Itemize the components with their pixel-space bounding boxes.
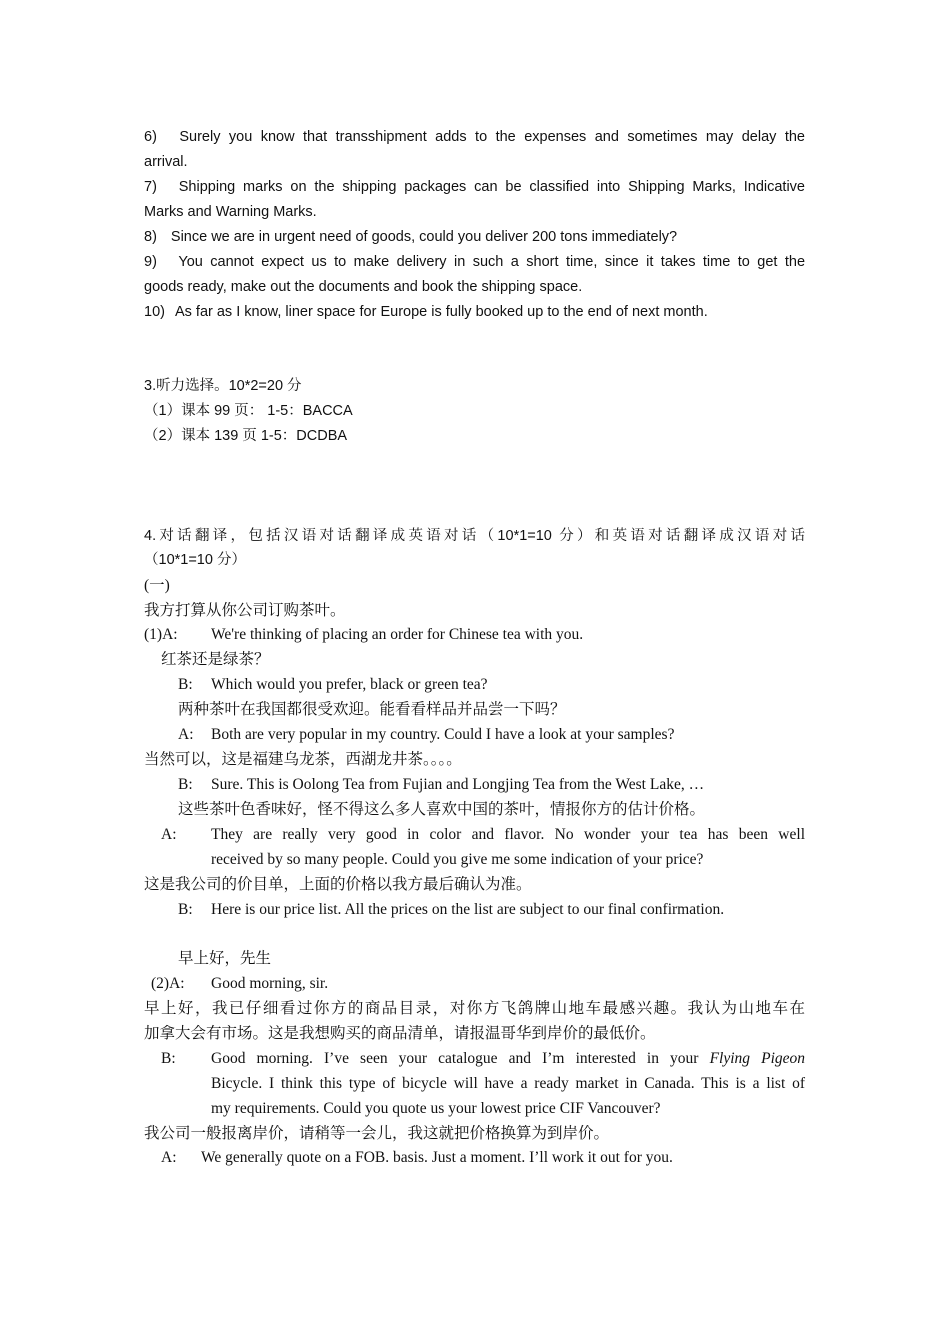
speaker-label: B: [178, 776, 193, 793]
speaker-label: B: [178, 676, 193, 693]
chinese-line: 两种茶叶在我国都很受欢迎。能看看样品并品尝一下吗？ [178, 701, 566, 718]
section-heading: 4.对话翻译，包括汉语对话翻译成英语对话（10*1=10 分）和英语对话翻译成汉语对话 [144, 528, 805, 544]
item-text: Surely you know that transshipment adds to the expenses and sometimes may delay the [179, 129, 805, 145]
english-line-continued: my requirements. Could you quote us your lowest price CIF Vancouver? [211, 1100, 661, 1117]
chinese-line: 早上好，我已仔细看过你方的商品目录，对你方飞鸽牌山地车最感兴趣。我认为山地车在 [144, 1000, 805, 1017]
item-text: You cannot expect us to make delivery in such a short time, since it takes time to get the [178, 254, 806, 270]
chinese-line: 这是我公司的价目单，上面的价格以我方最后确认为准。 [144, 876, 532, 893]
english-line: Good morning, sir. [211, 975, 329, 992]
english-line: Which would you prefer, black or green tea? [211, 676, 488, 693]
list-item-10 [144, 302, 708, 322]
english-line [211, 1049, 805, 1069]
chinese-line: 红茶还是绿茶？ [161, 651, 270, 668]
item-text-continued: Marks and Warning Marks. [144, 204, 317, 220]
item-text: Shipping marks on the shipping packages can be classified into Shipping Marks, Indicative [178, 179, 805, 195]
chinese-line: 我方打算从你公司订购茶叶。 [144, 602, 346, 619]
section-heading: 3.听力选择。10*2=20 分 [144, 378, 302, 394]
english-line: Both are very popular in my country. Could I have a look at your samples? [211, 726, 675, 743]
item-number: 8) [144, 229, 157, 245]
english-line: We're thinking of placing an order for Chinese tea with you. [211, 626, 584, 643]
chinese-line: 这些茶叶色香味好，怪不得这么多人喜欢中国的茶叶，情报你方的估计价格。 [178, 801, 706, 818]
speaker-label: (1)A: [144, 626, 178, 643]
part-label: (一) [144, 577, 170, 594]
english-line: Sure. This is Oolong Tea from Fujian and Longjing Tea from the West Lake, … [211, 776, 705, 793]
brand-name: Flying Pigeon [709, 1050, 806, 1067]
speaker-label: A: [161, 826, 177, 843]
english-line: We generally quote on a FOB. basis. Just a moment. I’ll work it out for you. [201, 1149, 673, 1166]
chinese-line: 早上好，先生 [178, 950, 272, 967]
item-number: 10) [144, 304, 165, 320]
item-text: As far as I know, liner space for Europe is fully booked up to the end of next month. [174, 304, 708, 320]
list-item-9 [144, 252, 805, 272]
english-text: Good morning. I’ve seen your catalogue and I’m interested in your [211, 1050, 699, 1067]
speaker-label: B: [178, 901, 193, 918]
english-line-continued: Bicycle. I think this type of bicycle will have a ready market in Canada. This is a list of [211, 1075, 805, 1092]
chinese-line: 当然可以，这是福建乌龙茶，西湖龙井茶。。。。 [144, 751, 462, 768]
section-heading-continued: （10*1=10 分） [144, 552, 246, 568]
speaker-label: B: [161, 1050, 176, 1067]
chinese-line: 我公司一般报离岸价，请稍等一会儿，我这就把价格换算为到岸价。 [144, 1125, 610, 1142]
answer-line: （1）课本 99 页： 1-5：BACCA [144, 403, 353, 419]
item-number: 9) [144, 254, 157, 270]
english-line-continued: received by so many people. Could you give me some indication of your price? [211, 851, 704, 868]
list-item-7 [144, 177, 805, 197]
speaker-label: (2)A: [151, 975, 185, 992]
item-text-continued: arrival. [144, 154, 188, 170]
english-line: Here is our price list. All the prices on the list are subject to our final confirmation. [211, 901, 725, 918]
item-text: Since we are in urgent need of goods, could you deliver 200 tons immediately? [170, 229, 678, 245]
english-line: They are really very good in color and flavor. No wonder your tea has been well [211, 826, 805, 843]
answer-line: （2）课本 139 页 1-5：DCDBA [144, 428, 348, 444]
item-number: 6) [144, 129, 157, 145]
list-item-6 [144, 127, 805, 147]
item-text-continued: goods ready, make out the documents and book the shipping space. [144, 279, 583, 295]
item-number: 7) [144, 179, 157, 195]
list-item-8 [144, 227, 677, 247]
speaker-label: A: [161, 1149, 177, 1166]
chinese-line-continued: 加拿大会有市场。这是我想购买的商品清单，请报温哥华到岸价的最低价。 [144, 1025, 656, 1042]
speaker-label: A: [178, 726, 194, 743]
